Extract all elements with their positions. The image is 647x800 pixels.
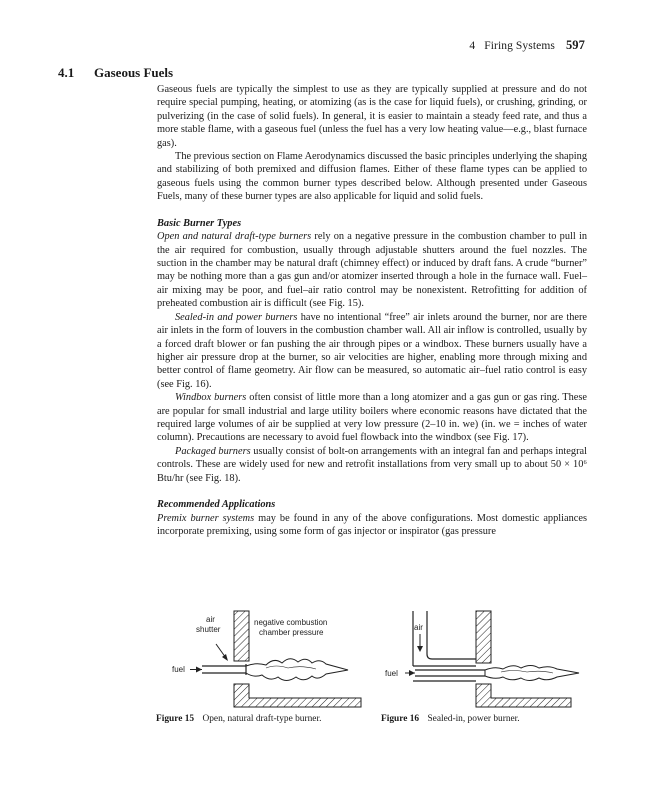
air-duct	[413, 611, 476, 666]
figure-16-caption-text: Sealed-in, power burner.	[427, 714, 520, 724]
furnace-wall-upper	[234, 611, 249, 661]
body-text	[157, 83, 587, 538]
term: Sealed-in and power burners	[175, 311, 298, 323]
furnace-wall-upper	[476, 611, 491, 663]
running-head-title: Firing Systems	[484, 40, 555, 52]
chapter-number: 4	[469, 40, 476, 52]
label-shutter: shutter	[196, 625, 221, 634]
figure-16	[381, 608, 599, 724]
label-fuel: fuel	[172, 665, 185, 674]
furnace-wall-lower	[476, 684, 571, 707]
figure-15-caption	[156, 714, 374, 724]
basic-burner-types-heading: Basic Burner Types	[157, 217, 242, 229]
term: Windbox burners	[175, 392, 247, 404]
figure-15-diagram	[156, 608, 374, 708]
section-heading	[58, 65, 173, 81]
label-air: air	[206, 615, 215, 624]
flame	[485, 666, 579, 681]
figure-15-caption-text: Open, natural draft-type burner.	[202, 714, 322, 724]
figure-15	[156, 608, 374, 724]
paragraph-packaged-burners: Packaged burners usually consist of bolt-on arrangements with an integral fan and perhaps integral controls. These are widely used for new and retrofit installations from very small up to about 50 × 10⁶ Btu/hr (see Fig. 18).	[157, 445, 587, 484]
furnace-wall-lower	[234, 684, 361, 707]
page-number: 597	[565, 38, 585, 52]
figure-15-label: Figure 15	[156, 714, 195, 724]
label-negative-line1: negative combustion	[254, 618, 328, 627]
figure-16-label: Figure 16	[381, 714, 420, 724]
running-head	[469, 38, 585, 53]
label-negative-line2: chamber pressure	[259, 628, 324, 637]
figure-16-caption	[381, 714, 599, 724]
paragraph-sealed-burners: Sealed-in and power burners have no intentional “free” air inlets around the burner, nor are there air inlets in the form of louvers in the combustion chamber wall. All air inflow is controlled, usually by a forced draft blower or fan pushing the air through pipes or a windbox. These burners usually have a higher air pressure drop at the burner, so air velocities are higher, enabling more through mixing and better control of flame geometry. Air flow can be measured, so automatic air–fuel ratio control is easy (see Fig. 16).	[157, 311, 587, 390]
intro-paragraph-2: The previous section on Flame Aerodynamics discussed the basic principles underlying the shaping and stabilizing of both premixed and diffusion flames. Either of these flame types can be applied to gaseous fuels using the common burner types described below. Although presented under Gaseous Fuels, many of these burner types are also applicable for liquid and solid fuels.	[157, 151, 587, 203]
label-air: air	[414, 623, 423, 632]
section-number: 4.1	[58, 65, 75, 80]
term: Premix burner systems	[157, 512, 255, 524]
section-title: Gaseous Fuels	[94, 65, 174, 80]
term: Packaged burners	[175, 445, 251, 457]
paragraph-open-burners: Open and natural draft-type burners rely on a negative pressure in the combustion chamber to pull in the air required for combustion, usually through adjustable shutters around the fuel nozzles. The suction in the chamber may be natural draft (chimney effect) or induced by draft fans. A crude “burner” may be nothing more than a gas gun and/or atomizer inserted through a hole in the furnace wall. Fuel–air mixing may be poor, and fuel–air ratio control may be nonexistent. Retrofitting for addition of preheated combustion air is difficult (see Fig. 15).	[157, 231, 587, 310]
term: Open and natural draft-type burners	[157, 231, 312, 243]
intro-paragraph-1: Gaseous fuels are typically the simplest to use as they are typically supplied at pressure and do not require special pumping, heating, or atomizing (as is the case for liquid fuels), or crushing, grinding, or pulverizing (in the case of solid fuels). In general, it is easier to maintain a steady feed rate, and thus a more stable flame, with a gaseous fuel (unless the fuel has a very low heating value—e.g., blast furnace gas).	[157, 84, 587, 149]
figure-16-diagram	[381, 608, 599, 708]
flame	[246, 659, 348, 681]
label-fuel: fuel	[385, 669, 398, 678]
recommended-applications-heading: Recommended Applications	[157, 499, 276, 511]
paragraph-windbox-burners: Windbox burners often consist of little more than a long atomizer and a gas gun or gas ring. These are popular for small industrial and large utility boilers where economic reasons have dictated that the required large volumes of air be supplied at very low pressure (2–10 in. we) (in. we = inches of water column). Precautions are necessary to avoid fuel flowback into the windbox (see Fig. 17).	[157, 392, 588, 444]
paragraph-premix: Premix burner systems may be found in any of the above configurations. Most domestic appliances incorporate premixing, using some form of gas injector or inspirator (gas pressure	[157, 512, 587, 537]
